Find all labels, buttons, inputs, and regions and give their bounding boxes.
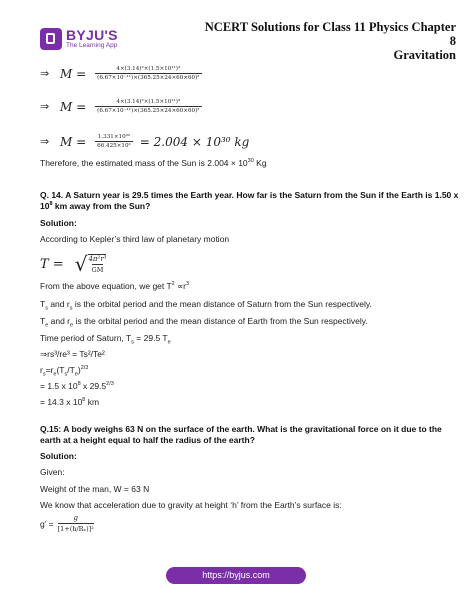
footer-url-link[interactable]: https://byjus.com	[166, 567, 306, 584]
t-denominator: GM	[91, 266, 104, 274]
saturn-definition: $T_s$ and $r_s$ is the orbital period and the mean distance of Saturn from the Sun respectively.	[40, 299, 372, 312]
acceleration-text: We know that acceleration due to gravity at height ‘h’ from the Earth’s surface is:	[40, 500, 342, 510]
eq3-fraction	[95, 134, 133, 149]
weight-text: Weight of the man, W = 63 N	[40, 484, 150, 494]
therefore-text: Therefore, the estimated mass of the Sun is $2.004 \times 10^{30}$ Kg	[40, 158, 267, 168]
eq-lhs: M =	[60, 66, 87, 81]
question-14: Q. 14. A Saturn year is 29.5 times the Earth year. How far is the Saturn from the Sun if the Earth is 1.50 x $10^8$ km away from the Sun?	[40, 190, 459, 211]
header-title-line2: Gravitation	[393, 48, 456, 62]
logo-brand: BYJU'S	[66, 27, 118, 44]
eq-lhs: M =	[60, 99, 87, 114]
time-period-text: Time period of Saturn, $T_s = 29.5$ $T_e$	[40, 333, 171, 346]
g-prime-equation	[40, 514, 94, 533]
g-prime-lhs: g’ =	[40, 518, 54, 529]
calc-step-1: = 1.5 x $10^8$ x $29.5^{2/3}$	[40, 381, 114, 391]
t-lhs: T =	[40, 256, 64, 272]
question-15: Q.15: A body weighs 63 N on the surface of the earth. What is the gravitational force on it due to the earth at a height equal to half the radius of the earth?	[40, 424, 442, 445]
implies-icon: ⇒	[40, 135, 50, 148]
kepler-text: According to Kepler’s third law of planetary motion	[40, 234, 230, 244]
page-header-title	[196, 20, 456, 62]
eq2-denominator: (6.67×10⁻¹¹)×(365.25×24×60×60)²	[97, 108, 200, 114]
implies-icon: ⇒	[40, 67, 50, 80]
kepler-equation	[40, 252, 106, 276]
calc-step-2: = 14.3 x $10^8$ km	[40, 397, 100, 407]
eq1-denominator: (6.67×10⁻¹¹)×(365.25×24×60×60)²	[97, 75, 200, 81]
eq3-result: = 2.004 × 10³⁰ kg	[139, 134, 250, 149]
given-text: Given:	[40, 467, 65, 477]
logo-tagline: The Learning App	[66, 42, 118, 50]
g-denominator: [1+(h/Rₑ)]²	[57, 525, 94, 533]
eq3-denominator: 66.425×10²	[97, 143, 131, 149]
eq3-numerator: 1.331×10³²	[97, 134, 131, 140]
eq1-fraction	[95, 66, 201, 81]
equation-2	[40, 99, 206, 114]
eq2-numerator: 4×(3.14)²×(1.5×10¹¹)³	[116, 99, 181, 105]
solution-heading-2: Solution:	[40, 451, 77, 461]
eq1-numerator: 4×(3.14)²×(1.5×10¹¹)³	[116, 66, 181, 72]
t-numerator: 4π²r³	[88, 255, 107, 263]
eq2-fraction	[95, 99, 201, 114]
from-above-text: From the above equation, we get $T^2 \propto r^3$	[40, 281, 190, 291]
ratio-equation: ⇒rs³/re³ = Ts²/Te²	[40, 349, 105, 359]
rs-equation: $r_s=r_e(T_s/T_e)^{2/3}$	[40, 365, 89, 378]
byjus-logo-icon	[40, 28, 62, 50]
implies-icon: ⇒	[40, 100, 50, 113]
byjus-logo[interactable]	[40, 26, 122, 52]
earth-definition: $T_e$ and $r_e$ is the orbital period and the mean distance of Earth from the Sun respectively.	[40, 316, 368, 329]
sqrt-icon: √	[74, 252, 88, 276]
equation-3	[40, 134, 249, 149]
g-numerator: g	[73, 514, 78, 522]
header-title-line1: NCERT Solutions for Class 11 Physics Chapter 8	[204, 20, 456, 48]
solution-heading: Solution:	[40, 218, 77, 228]
eq-lhs: M =	[60, 134, 87, 149]
equation-1	[40, 66, 206, 81]
